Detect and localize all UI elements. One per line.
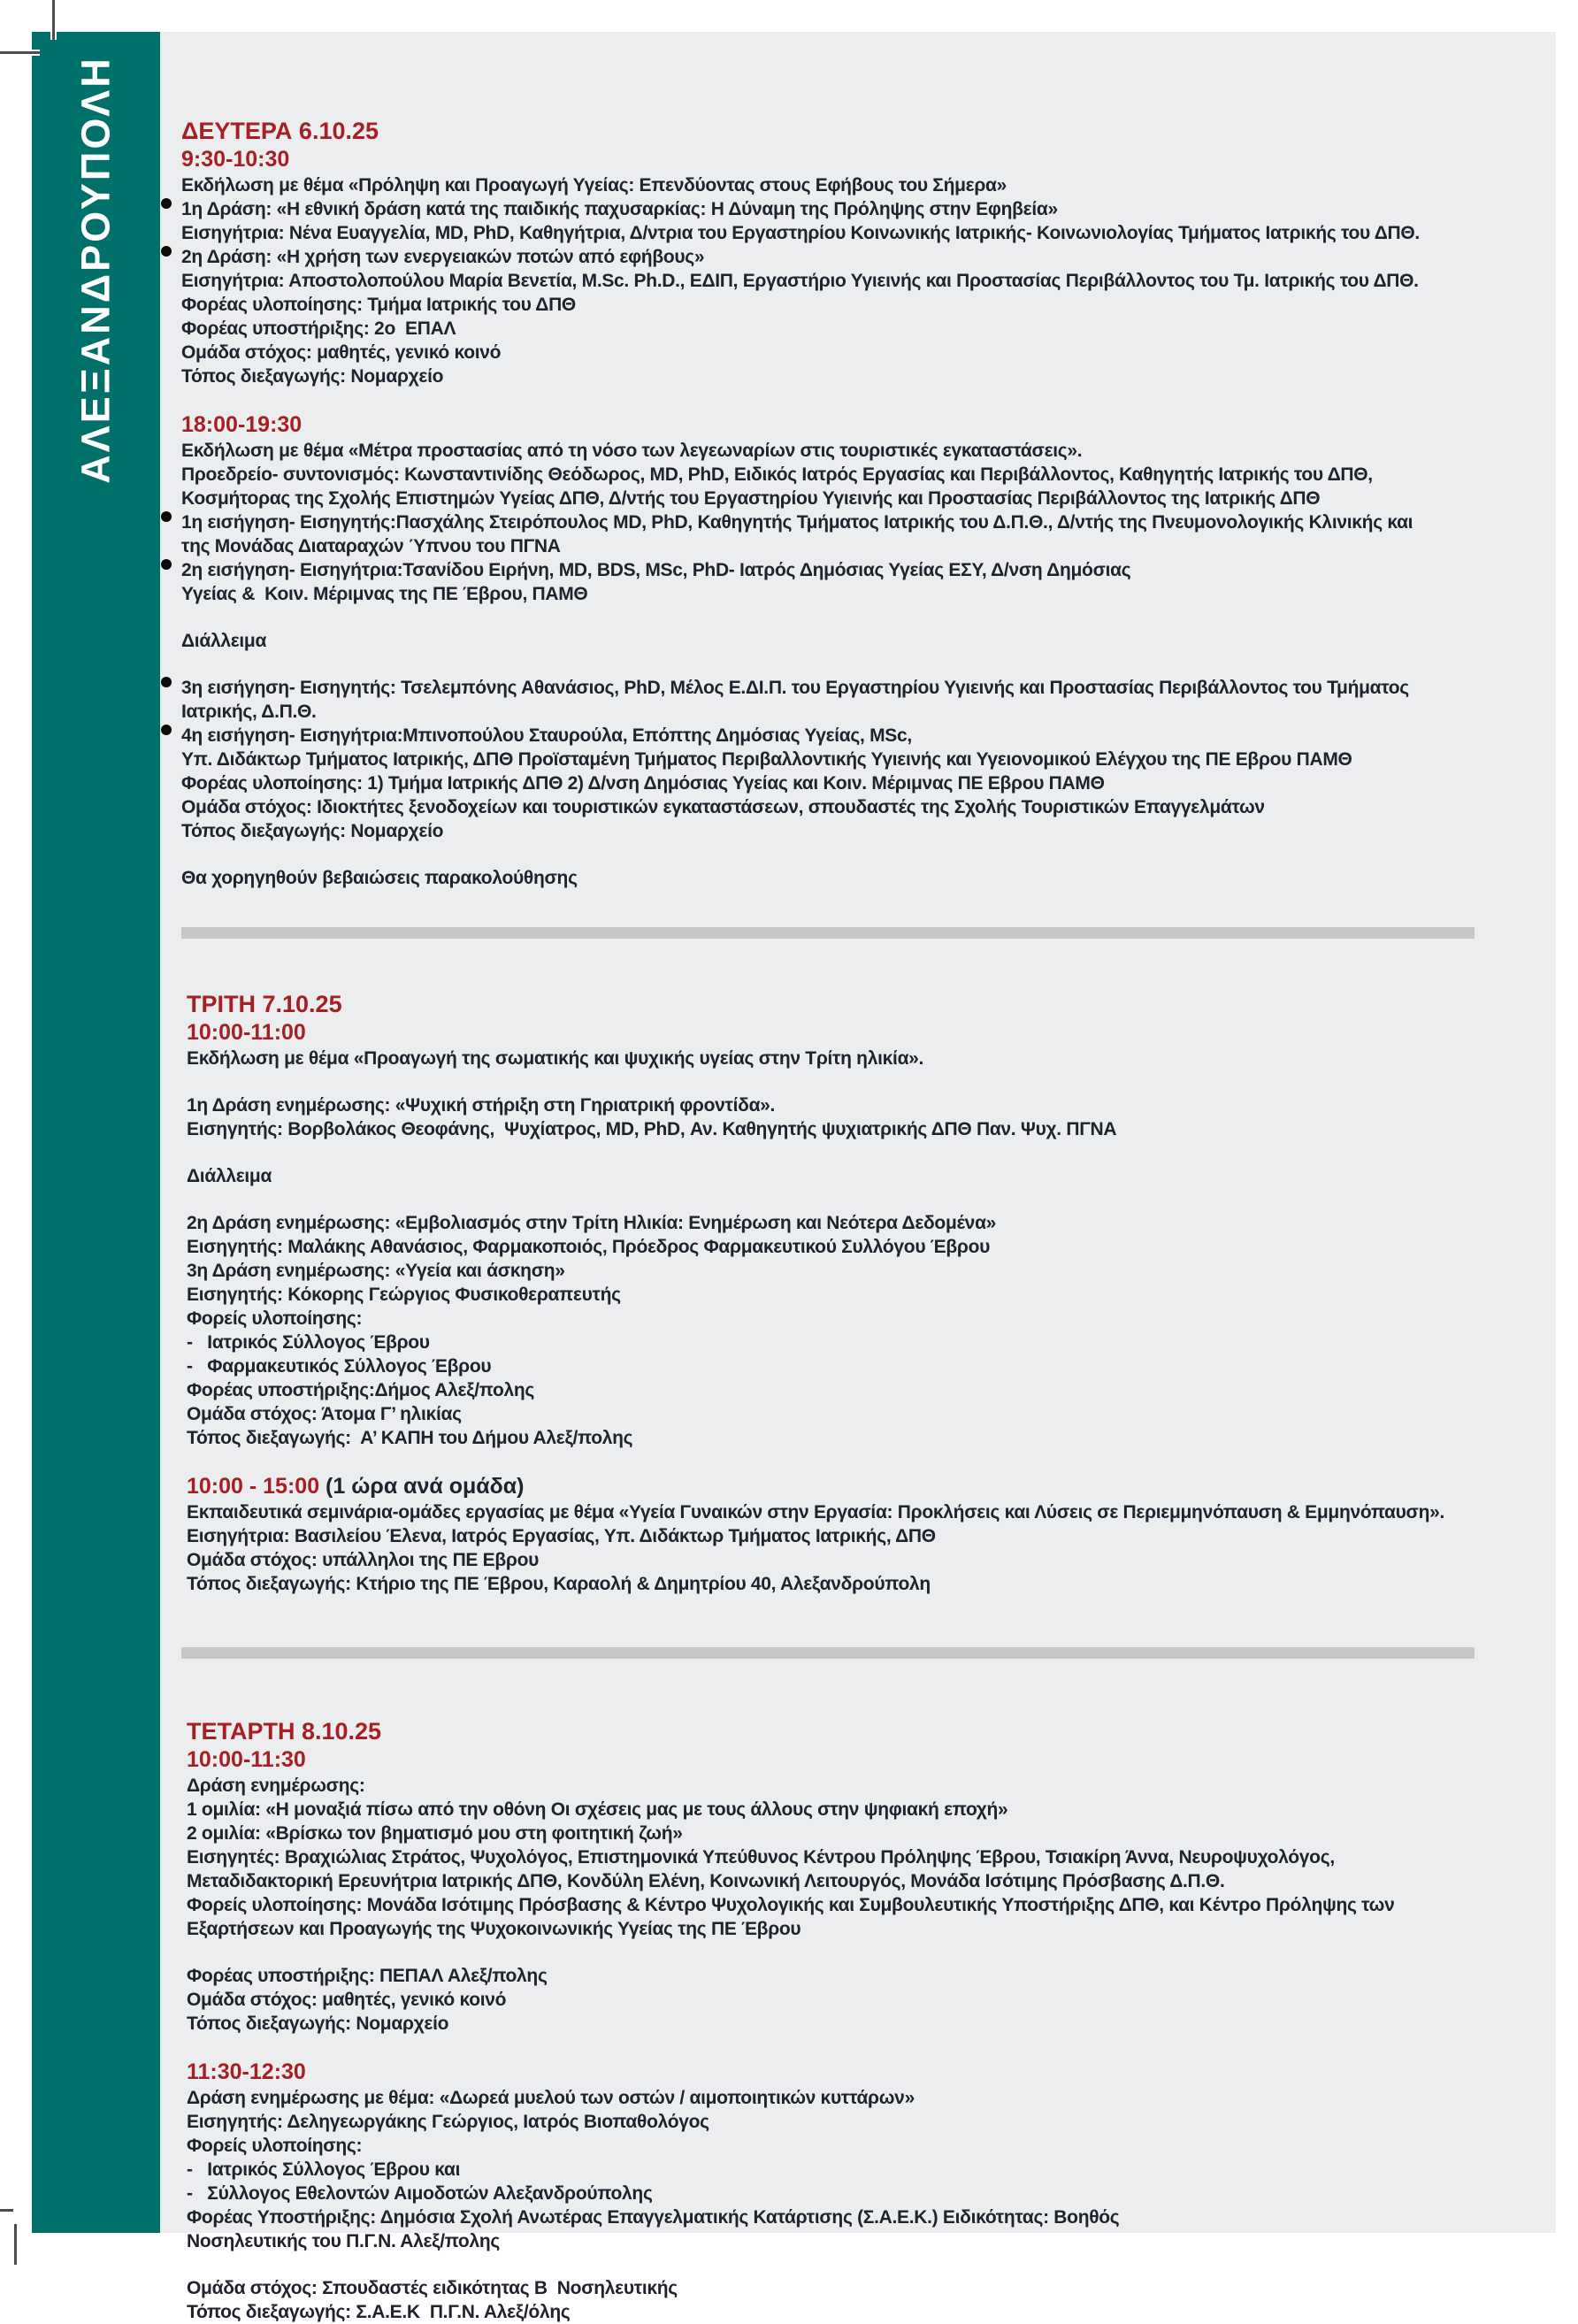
bullet-line: 1η εισήγηση- Εισηγητής:Πασχάλης Στειρόπουλος MD, PhD, Καθηγητής Τμήματος Ιατρικής του Δ.Π.Θ., Δ/ντής της Πνευμονολογικής Κλινικής και bbox=[181, 510, 1563, 534]
city-label-wrap bbox=[32, 56, 160, 484]
time-heading: 11:30-12:30 bbox=[187, 2059, 306, 2084]
crop-mark-top-horizontal bbox=[0, 51, 40, 54]
crop-mark-bottom-vertical bbox=[14, 2224, 17, 2265]
text-line: Ιατρικής, Δ.Π.Θ. bbox=[181, 702, 317, 722]
crop-mark-bottom-horizontal bbox=[0, 2209, 13, 2212]
text-line: - Ιατρικός Σύλλογος Έβρου και bbox=[187, 2159, 461, 2180]
text-line: 2η Δράση ενημέρωσης: «Εμβολιασμός στην Τρίτη Ηλικία: Ενημέρωση και Νεότερα Δεδομένα» bbox=[187, 1213, 997, 1233]
spacer bbox=[181, 388, 1563, 411]
text-line: Φορέας υποστήριξης: 2ο ΕΠΑΛ bbox=[181, 318, 456, 339]
text-line: Ομάδα στόχος: μαθητές, γενικό κοινό bbox=[181, 342, 502, 363]
text-line: Φορέας υλοποίησης: 1) Τμήμα Ιατρικής ΔΠΘ 2) Δ/νση Δημόσιας Υγείας και Κοιν. Μέριμνας ΠΕ Εβρου ΠΑΜΘ bbox=[181, 773, 1105, 794]
spacer bbox=[181, 843, 1563, 866]
text-line: Ομάδα στόχος: Σπουδαστές ειδικότητας Β Νοσηλευτικής bbox=[187, 2278, 678, 2298]
time-heading: 10:00-11:00 bbox=[187, 1020, 306, 1045]
text-line: Ομάδα στόχος: μαθητές, γενικό κοινό bbox=[187, 1990, 507, 2010]
text-line: Φορέας υλοποίησης: Τμήμα Ιατρικής του ΔΠΘ bbox=[181, 295, 576, 315]
text-line: Ομάδα στόχος: υπάλληλοι της ΠΕ Εβρου bbox=[187, 1550, 540, 1570]
text-line: Εισηγήτρια: Βασιλείου Έλενα, Ιατρός Εργασίας, Υπ. Διδάκτωρ Τμήματος Ιατρικής, ΔΠΘ bbox=[187, 1526, 936, 1546]
time-suffix: (1 ώρα ανά ομάδα) bbox=[319, 1474, 525, 1499]
spacer bbox=[187, 1450, 1563, 1473]
text-line: Εισηγητής: Δεληγεωργάκης Γεώργιος, Ιατρός Βιοπαθολόγος bbox=[187, 2112, 709, 2132]
text-line: Τόπος διεξαγωγής: Νομαρχείο bbox=[181, 366, 444, 387]
spacer bbox=[187, 1141, 1563, 1164]
time-heading: 9:30-10:30 bbox=[181, 147, 290, 172]
text-line: Φορέας Υποστήριξης: Δημόσια Σχολή Ανωτέρας Επαγγελματικής Κατάρτισης (Σ.Α.Ε.Κ.) Ειδικότητας: Βοηθός bbox=[187, 2207, 1120, 2228]
time-heading: 10:00 - 15:00 (1 ώρα ανά ομάδα) bbox=[187, 1474, 525, 1499]
spacer bbox=[187, 1188, 1563, 1211]
text-line: Υπ. Διδάκτωρ Τμήματος Ιατρικής, ΔΠΘ Προϊσταμένη Τμήματος Περιβαλλοντικής Υγιεινής και Υγειονομικού Ελέγχου της ΠΕ Εβρου ΠΑΜΘ bbox=[181, 749, 1352, 770]
text-line: Μεταδιδακτορική Ερευνήτρια Ιατρικής ΔΠΘ, Κονδύλη Ελένη, Κοινωνική Λειτουργός, Μονάδα Ισότιμης Πρόσβασης Δ.Π.Θ. bbox=[187, 1871, 1225, 1891]
text-line: Εκδήλωση με θέμα «Πρόληψη και Προαγωγή Υγείας: Επενδύοντας στους Εφήβους του Σήμερα» bbox=[181, 175, 1007, 196]
text-line: Διάλλειμα bbox=[181, 631, 267, 651]
program-content bbox=[181, 117, 1563, 2324]
text-line: 1 ομιλία: «Η μοναξιά πίσω από την οθόνη Οι σχέσεις μας με τους άλλους στην ψηφιακή εποχή» bbox=[187, 1799, 1008, 1820]
day-heading: ΤΡΙΤΗ 7.10.25 bbox=[187, 991, 342, 1017]
text-line: Διάλλειμα bbox=[187, 1166, 272, 1186]
text-line: Δράση ενημέρωσης με θέμα: «Δωρεά μυελού των οστών / αιμοποιητικών κυττάρων» bbox=[187, 2088, 915, 2108]
text-line: Τόπος διεξαγωγής: Νομαρχείο bbox=[187, 2013, 449, 2034]
text-line: Εισηγητής: Κόκορης Γεώργιος Φυσικοθεραπευτής bbox=[187, 1285, 621, 1305]
spacer bbox=[187, 1941, 1563, 1964]
bullet-line: 2η εισήγηση- Εισηγήτρια:Τσανίδου Ειρήνη, MD, BDS, MSc, PhD- Ιατρός Δημόσιας Υγείας ΕΣΥ, Δ/νση Δημόσιας bbox=[181, 558, 1563, 582]
time-heading: 10:00-11:30 bbox=[187, 1747, 306, 1772]
text-line: Φορέας υποστήριξης:Δήμος Αλεξ/πολης bbox=[187, 1380, 535, 1400]
bullet-line: 2η Δράση: «Η χρήση των ενεργειακών ποτών από εφήβους» bbox=[181, 245, 1563, 269]
text-line: Φορείς υλοποίησης: bbox=[187, 2136, 363, 2156]
text-line: Τόπος διεξαγωγής: Νομαρχείο bbox=[181, 821, 444, 841]
time-heading: 18:00-19:30 bbox=[181, 412, 303, 437]
text-line: Προεδρείο- συντονισμός: Κωνσταντινίδης Θεόδωρος, MD, PhD, Ειδικός Ιατρός Εργασίας και Περιβάλλοντος, Καθηγητής Ιατρικής του ΔΠΘ, bbox=[181, 464, 1373, 485]
text-line: Εκδήλωση με θέμα «Μέτρα προστασίας από τη νόσο των λεγεωναρίων στις τουριστικές εγκαταστάσεις». bbox=[181, 441, 1083, 461]
text-line: Φορείς υλοποίησης: bbox=[187, 1308, 363, 1329]
spacer bbox=[187, 2253, 1563, 2276]
text-line: 3η Δράση ενημέρωσης: «Υγεία και άσκηση» bbox=[187, 1261, 565, 1281]
text-line: Θα χορηγηθούν βεβαιώσεις παρακολούθησης bbox=[181, 868, 578, 888]
day-heading: ΔΕΥΤΕΡΑ 6.10.25 bbox=[181, 118, 379, 144]
text-line: Εισηγητής: Βορβολάκος Θεοφάνης, Ψυχίατρος, MD, PhD, Αν. Καθηγητής ψυχιατρικής ΔΠΘ Παν. Ψυχ. ΠΓΝΑ bbox=[187, 1119, 1117, 1139]
text-line: Φορέας υποστήριξης: ΠΕΠΑΛ Αλεξ/πολης bbox=[187, 1966, 548, 1986]
spacer bbox=[187, 1070, 1563, 1093]
text-line: - Φαρμακευτικός Σύλλογος Έβρου bbox=[187, 1356, 492, 1377]
crop-mark-top-vertical bbox=[52, 0, 55, 40]
day-heading: ΤΕΤΑΡΤΗ 8.10.25 bbox=[187, 1718, 382, 1745]
text-line: Τόπος διεξαγωγής: Κτήριο της ΠΕ Έβρου, Καραολή & Δημητρίου 40, Αλεξανδρούπολη bbox=[187, 1574, 931, 1594]
text-line: Ομάδα στόχος: Άτομα Γ’ ηλικίας bbox=[187, 1404, 462, 1424]
text-line: Εισηγητές: Βραχιώλιας Στράτος, Ψυχολόγος, Επιστημονικά Υπεύθυνος Κέντρου Πρόληψης Έβρου, Τσιακίρη Άννα, Νευροψυχολόγος, bbox=[187, 1847, 1335, 1868]
spacer bbox=[187, 2036, 1563, 2059]
bullet-line: 3η εισήγηση- Εισηγητής: Τσελεμπόνης Αθανάσιος, PhD, Μέλος Ε.ΔΙ.Π. του Εργαστηρίου Υγιεινής και Προστασίας Περιβάλλοντος του Τμήματος bbox=[181, 676, 1563, 700]
section-wednesday bbox=[181, 1717, 1563, 2324]
text-line: Εκδήλωση με θέμα «Προαγωγή της σωματικής και ψυχικής υγείας στην Τρίτη ηλικία». bbox=[187, 1048, 924, 1069]
text-line: Νοσηλευτικής του Π.Γ.Ν. Αλεξ/πολης bbox=[187, 2231, 500, 2251]
text-line: της Μονάδας Διαταραχών Ύπνου του ΠΓΝΑ bbox=[181, 536, 561, 556]
text-line: 1η Δράση ενημέρωσης: «Ψυχική στήριξη στη Γηριατρική φροντίδα». bbox=[187, 1095, 776, 1116]
section-tuesday bbox=[181, 990, 1563, 1596]
city-name-vertical-label: ΑΛΕΞΑΝΔΡΟΥΠΟΛΗ bbox=[73, 56, 119, 484]
text-line: 2 ομιλία: «Βρίσκω τον βηματισμό μου στη φοιτητική ζωή» bbox=[187, 1823, 683, 1844]
text-line: Τόπος διεξαγωγής: Α’ ΚΑΠΗ του Δήμου Αλεξ/πολης bbox=[187, 1428, 633, 1448]
spacer bbox=[181, 606, 1563, 629]
text-line: - Σύλλογος Εθελοντών Αιμοδοτών Αλεξανδρούπολης bbox=[187, 2183, 653, 2204]
section-divider bbox=[181, 927, 1475, 939]
text-line: Φορείς υλοποίησης: Μονάδα Ισότιμης Πρόσβασης & Κέντρο Ψυχολογικής και Συμβουλευτικής Υποστήριξης ΔΠΘ, και Κέντρο Πρόληψης των bbox=[187, 1895, 1395, 1915]
text-line: Εκπαιδευτικά σεμινάρια-ομάδες εργασίας με θέμα «Υγεία Γυναικών στην Εργασία: Προκλήσεις και Λύσεις σε Περιεμμηνόπαυση & Εμμηνόπαυση». bbox=[187, 1502, 1445, 1522]
text-line: Εισηγητής: Μαλάκης Αθανάσιος, Φαρμακοποιός, Πρόεδρος Φαρμακευτικού Συλλόγου Έβρου bbox=[187, 1237, 991, 1257]
section-divider bbox=[181, 1647, 1475, 1659]
spacer bbox=[181, 653, 1563, 676]
bullet-line: 1η Δράση: «Η εθνική δράση κατά της παιδικής παχυσαρκίας: Η Δύναμη της Πρόληψης στην Εφηβεία» bbox=[181, 197, 1563, 221]
section-monday bbox=[181, 117, 1563, 890]
text-line: Εισηγήτρια: Αποστολοπούλου Μαρία Βενετία, M.Sc. Ph.D., ΕΔΙΠ, Εργαστήριο Υγιεινής και Προστασίας Περιβάλλοντος του Τμ. Ιατρικής του ΔΠΘ. bbox=[181, 271, 1419, 291]
text-line: Εισηγήτρια: Νένα Ευαγγελία, MD, PhD, Καθηγήτρια, Δ/ντρια του Εργαστηρίου Κοινωνικής Ιατρικής- Κοινωνιολογίας Τμήματος Ιατρικής του ΔΠΘ. bbox=[181, 223, 1420, 243]
text-line: Ομάδα στόχος: Ιδιοκτήτες ξενοδοχείων και τουριστικών εγκαταστάσεων, σπουδαστές της Σχολής Τουριστικών Επαγγελμάτων bbox=[181, 797, 1265, 817]
text-line: Εξαρτήσεων και Προαγωγής της Ψυχοκοινωνικής Υγείας της ΠΕ Έβρου bbox=[187, 1919, 801, 1939]
text-line: - Ιατρικός Σύλλογος Έβρου bbox=[187, 1332, 430, 1353]
text-line: Υγείας & Κοιν. Μέριμνας της ΠΕ Έβρου, ΠΑΜΘ bbox=[181, 584, 588, 604]
text-line: Δράση ενημέρωσης: bbox=[187, 1776, 365, 1796]
text-line: Κοσμήτορας της Σχολής Επιστημών Υγείας ΔΠΘ, Δ/ντής του Εργαστηρίου Υγιεινής και Προστασίας Περιβάλλοντος της Ιατρικής ΔΠΘ bbox=[181, 488, 1321, 509]
bullet-line: 4η εισήγηση- Εισηγήτρια:Μπινοπούλου Σταυρούλα, Επόπτης Δημόσιας Υγείας, MSc, bbox=[181, 724, 1563, 748]
text-line: Τόπος διεξαγωγής: Σ.Α.Ε.Κ Π.Γ.Ν. Αλεξ/όλης bbox=[187, 2302, 571, 2322]
